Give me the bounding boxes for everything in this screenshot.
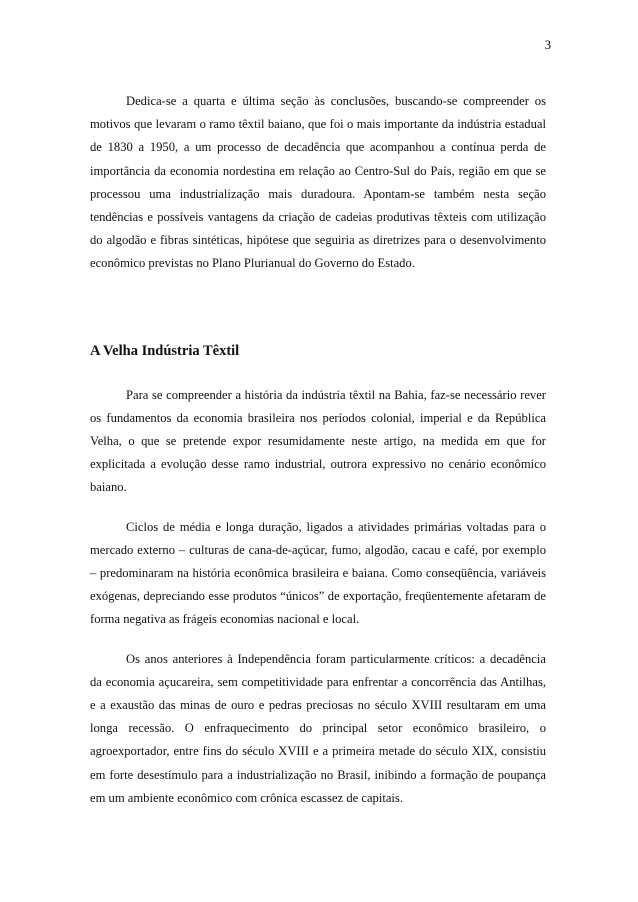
intro-paragraph: Dedica-se a quarta e última seção às conclusões, buscando-se compreender os motivos que levaram o ramo têxtil baiano, que foi o mais importante da indústria estadual de 1830 a 1950, a um processo de decadência que acompanhou a contínua perda de importância da economia nordestina em relação ao Centro-Sul do País, região em que se processou uma industrialização mais duradoura. Apontam-se também nesta seção tendências e possíveis vantagens da criação de cadeias produtivas têxteis com utilização do algodão e fibras sintéticas, hipótese que seguiria as diretrizes para o desenvolvimento econômico previstas no Plano Plurianual do Governo do Estado. xyxy=(90,94,546,271)
body-paragraph-3: Os anos anteriores à Independência foram particularmente críticos: a decadência da economia açucareira, sem competitividade para enfrentar a concorrência das Antilhas, e a exaustão das minas de ouro e pedras preciosas no século XVIII resultaram em uma longa recessão. O enfraquecimento do principal setor econômico brasileiro, o agroexportador, entre fins do século XVIII e a primeira metade do século XIX, consistiu em forte desestímulo para a industrialização no Brasil, inibindo a formação de poupança em um ambiente econômico com crônica escassez de capitais. xyxy=(90,651,546,805)
page-number: 3 xyxy=(544,38,551,52)
body-paragraph-2: Ciclos de média e longa duração, ligados a atividades primárias voltadas para o mercado externo – culturas de cana-de-açúcar, fumo, algodão, cacau e café, por exemplo – predominaram na história econômica brasileira e baiana. Como conseqüência, variáveis exógenas, depreciando esse produtos “únicos” de exportação, freqüentemente afetaram de forma negativa as frágeis economias nacional e local. xyxy=(90,519,546,627)
section-heading: A Velha Indústria Têxtil xyxy=(90,342,240,359)
body-paragraph-1: Para se compreender a história da indústria têxtil na Bahia, faz-se necessário rever os fundamentos da economia brasileira nos períodos colonial, imperial e da República Velha, o que se pretende expor resumidamente neste artigo, na medida em que for explicitada a evolução desse ramo industrial, outrora expressivo no cenário econômico baiano. xyxy=(90,387,546,495)
document-body xyxy=(90,90,546,810)
